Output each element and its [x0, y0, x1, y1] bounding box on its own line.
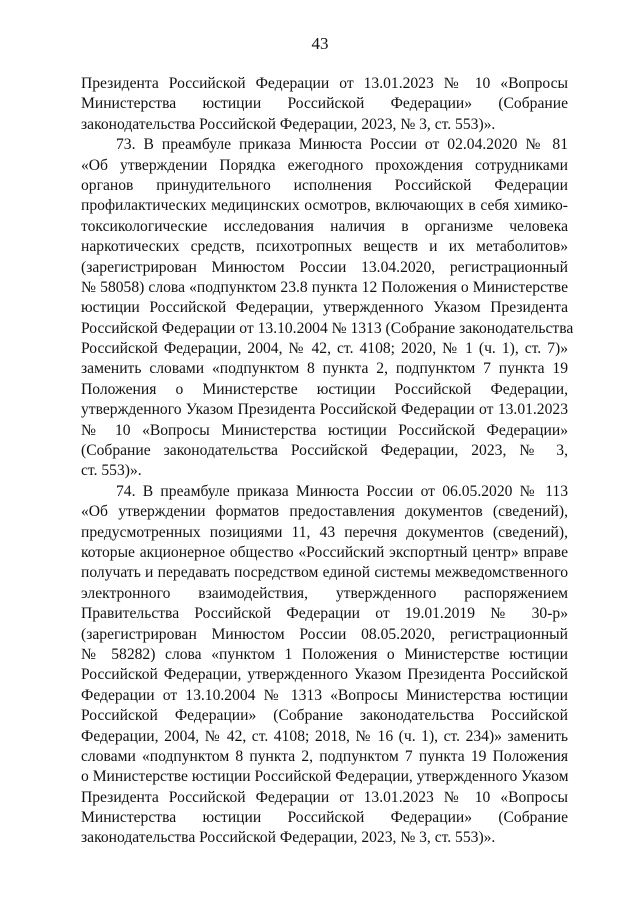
text-line: Президента Российской Федерации от 13.01.2023 № 10 «Вопросы — [81, 788, 568, 806]
text-line: получать и передавать посредством единой системы межведомственного — [81, 564, 568, 582]
text-line: «Об утверждении форматов предоставления документов (сведений), — [81, 503, 568, 521]
text-line: законодательства Российской Федерации, 2023, № 3, ст. 553)». — [81, 829, 496, 847]
text-line: Президента Российской Федерации от 13.01.2023 № 10 «Вопросы — [81, 75, 568, 92]
text-line: словами «подпунктом 8 пункта 2, подпунктом 7 пункта 19 Положения — [81, 747, 568, 765]
text-line: Министерства юстиции Российской Федерации» (Собрание — [81, 809, 568, 827]
text-line: (Собрание законодательства Российской Федерации, 2023, № 3, — [81, 442, 568, 460]
text-line: профилактических медицинских осмотров, включающих в себя химико- — [81, 197, 568, 215]
text-line: предусмотренных позициями 11, 43 перечня документов (сведений), — [81, 523, 568, 541]
text-line: Российской Федерации, 2004, № 42, ст. 4108; 2020, № 1 (ч. 1), ст. 7)» — [81, 340, 568, 358]
text-line: Правительства Российской Федерации от 19.01.2019 № 30-р» — [81, 605, 568, 623]
text-line: Федерации, 2004, № 42, ст. 4108; 2018, № 16 (ч. 1), ст. 234)» заменить — [81, 727, 568, 745]
text-line: законодательства Российской Федерации, 2023, № 3, ст. 553)». — [81, 115, 496, 133]
text-line: которые акционерное общество «Российский экспортный центр» вправе — [81, 543, 568, 561]
text-line: Министерства юстиции Российской Федерации» (Собрание — [81, 95, 568, 113]
text-line: электронного взаимодействия, утвержденного распоряжением — [81, 584, 568, 602]
text-line: № 10 «Вопросы Министерства юстиции Российской Федерации» — [81, 421, 568, 439]
text-line: 74. В преамбуле приказа Минюста России от 06.05.2020 № 113 — [116, 482, 568, 500]
text-line: о Министерстве юстиции Российской Федерации, утвержденного Указом — [81, 768, 569, 786]
text-line: токсикологические исследования наличия в организме человека — [81, 217, 568, 235]
text-line: 73. В преамбуле приказа Минюста России от 02.04.2020 № 81 — [116, 136, 568, 154]
text-line: Федерации от 13.10.2004 № 1313 «Вопросы Министерства юстиции — [81, 686, 568, 704]
document-body — [81, 74, 574, 849]
text-line: наркотических средств, психотропных веществ и их метаболитов» — [81, 238, 568, 256]
text-line: Российской Федерации от 13.10.2004 № 1313 (Собрание законодательства — [81, 319, 574, 337]
text-line: (зарегистрирован Минюстом России 13.04.2020, регистрационный — [81, 258, 568, 276]
text-line: Российской Федерации, утвержденного Указом Президента Российской — [81, 666, 568, 684]
text-line: юстиции Российской Федерации, утвержденного Указом Президента — [81, 299, 568, 317]
text-line: «Об утверждении Порядка ежегодного прохождения сотрудниками — [81, 156, 568, 174]
text-line: Российской Федерации» (Собрание законодательства Российской — [81, 707, 568, 725]
text-line: № 58282) слова «пунктом 1 Положения о Министерстве юстиции — [81, 645, 568, 663]
text-line: Положения о Министерстве юстиции Российской Федерации, — [81, 380, 568, 398]
text-line: № 58058) слова «подпунктом 23.8 пункта 12 Положения о Министерстве — [81, 278, 568, 296]
page-number: 43 — [311, 34, 329, 53]
text-line: органов принудительного исполнения Российской Федерации — [81, 176, 568, 194]
text-line: заменить словами «подпунктом 8 пункта 2, подпунктом 7 пункта 19 — [81, 360, 568, 378]
text-line: (зарегистрирован Минюстом России 08.05.2020, регистрационный — [81, 625, 568, 643]
text-line: ст. 553)». — [81, 462, 142, 480]
text-line: утвержденного Указом Президента Российской Федерации от 13.01.2023 — [81, 401, 568, 419]
